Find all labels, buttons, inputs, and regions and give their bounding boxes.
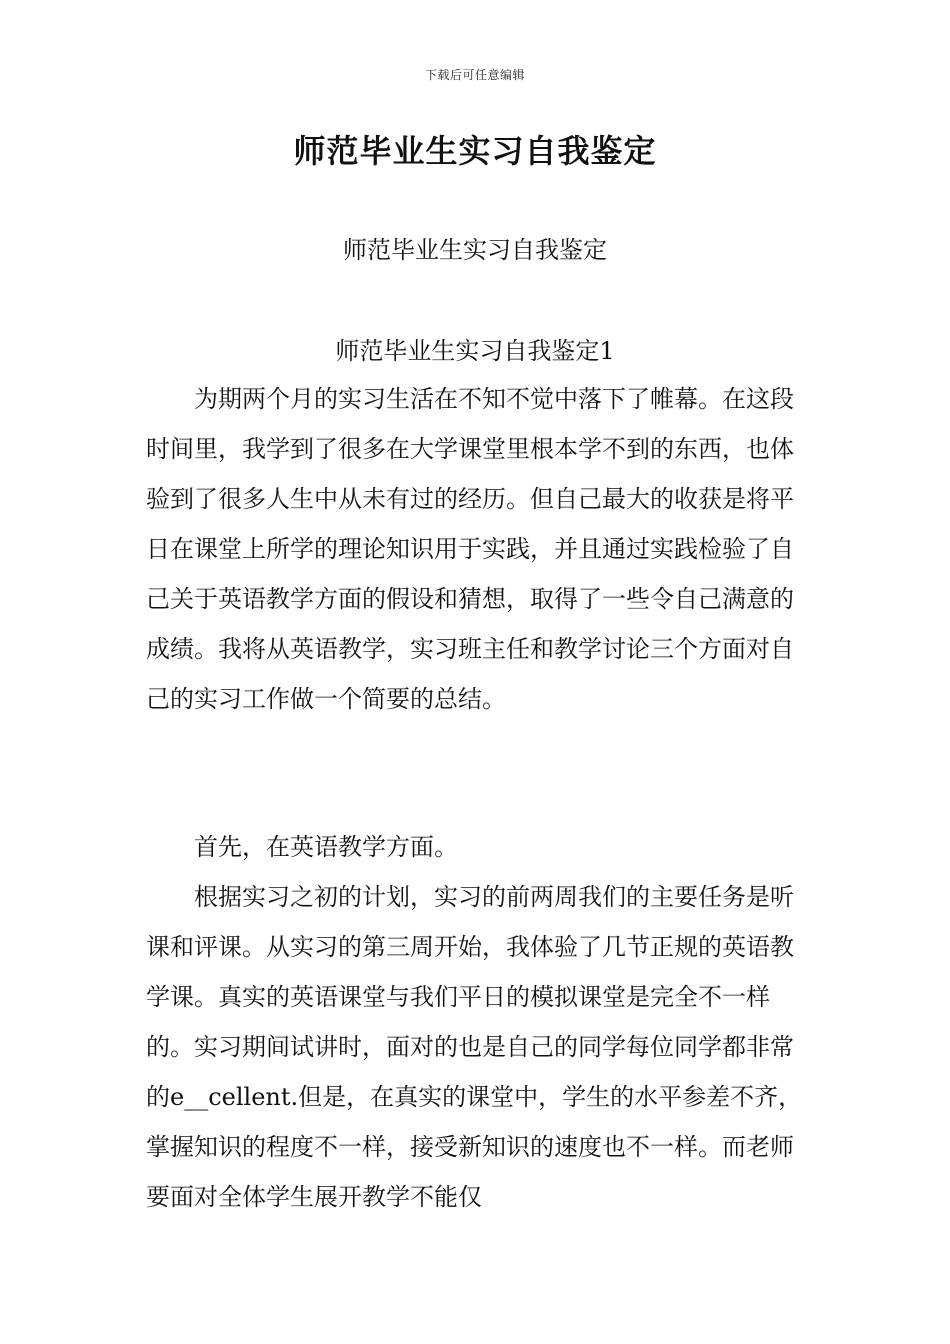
document-subtitle: 师范毕业生实习自我鉴定 (343, 236, 607, 264)
paragraph-intro: 为期两个月的实习生活在不知不觉中落下了帷幕。在这段时间里，我学到了很多在大学课堂里根本学不到的东西，也体验到了很多人生中从未有过的经历。但自己最大的收获是将平日在课堂上所学的理论知识用于实践，并且通过实践检验了自己关于英语教学方面的假设和猜想，取得了一些令自己满意的成绩。我将从英语教学，实习班主任和教学讨论三个方面对自己的实习工作做一个简要的总结。 (146, 385, 794, 713)
paragraph-english-teaching-heading: 首先，在英语教学方面。 (194, 833, 458, 861)
section-heading: 师范毕业生实习自我鉴定1 (335, 337, 615, 365)
paragraph-english-teaching: 根据实习之初的计划，实习的前两周我们的主要任务是听课和评课。从实习的第三周开始，我体验了几节正规的英语教学课。真实的英语课堂与我们平日的模拟课堂是完全不一样的。实习期间试讲时，面对的也是自己的同学每位同学都非常的e__cellent.但是，在真实的课堂中，学生的水平参差不齐，掌握知识的程度不一样，接受新知识的速度也不一样。而老师要面对全体学生展开教学不能仅 (146, 883, 803, 1211)
header-note: 下载后可任意编辑 (424, 68, 525, 82)
document-title: 师范毕业生实习自我鉴定 (293, 132, 657, 170)
